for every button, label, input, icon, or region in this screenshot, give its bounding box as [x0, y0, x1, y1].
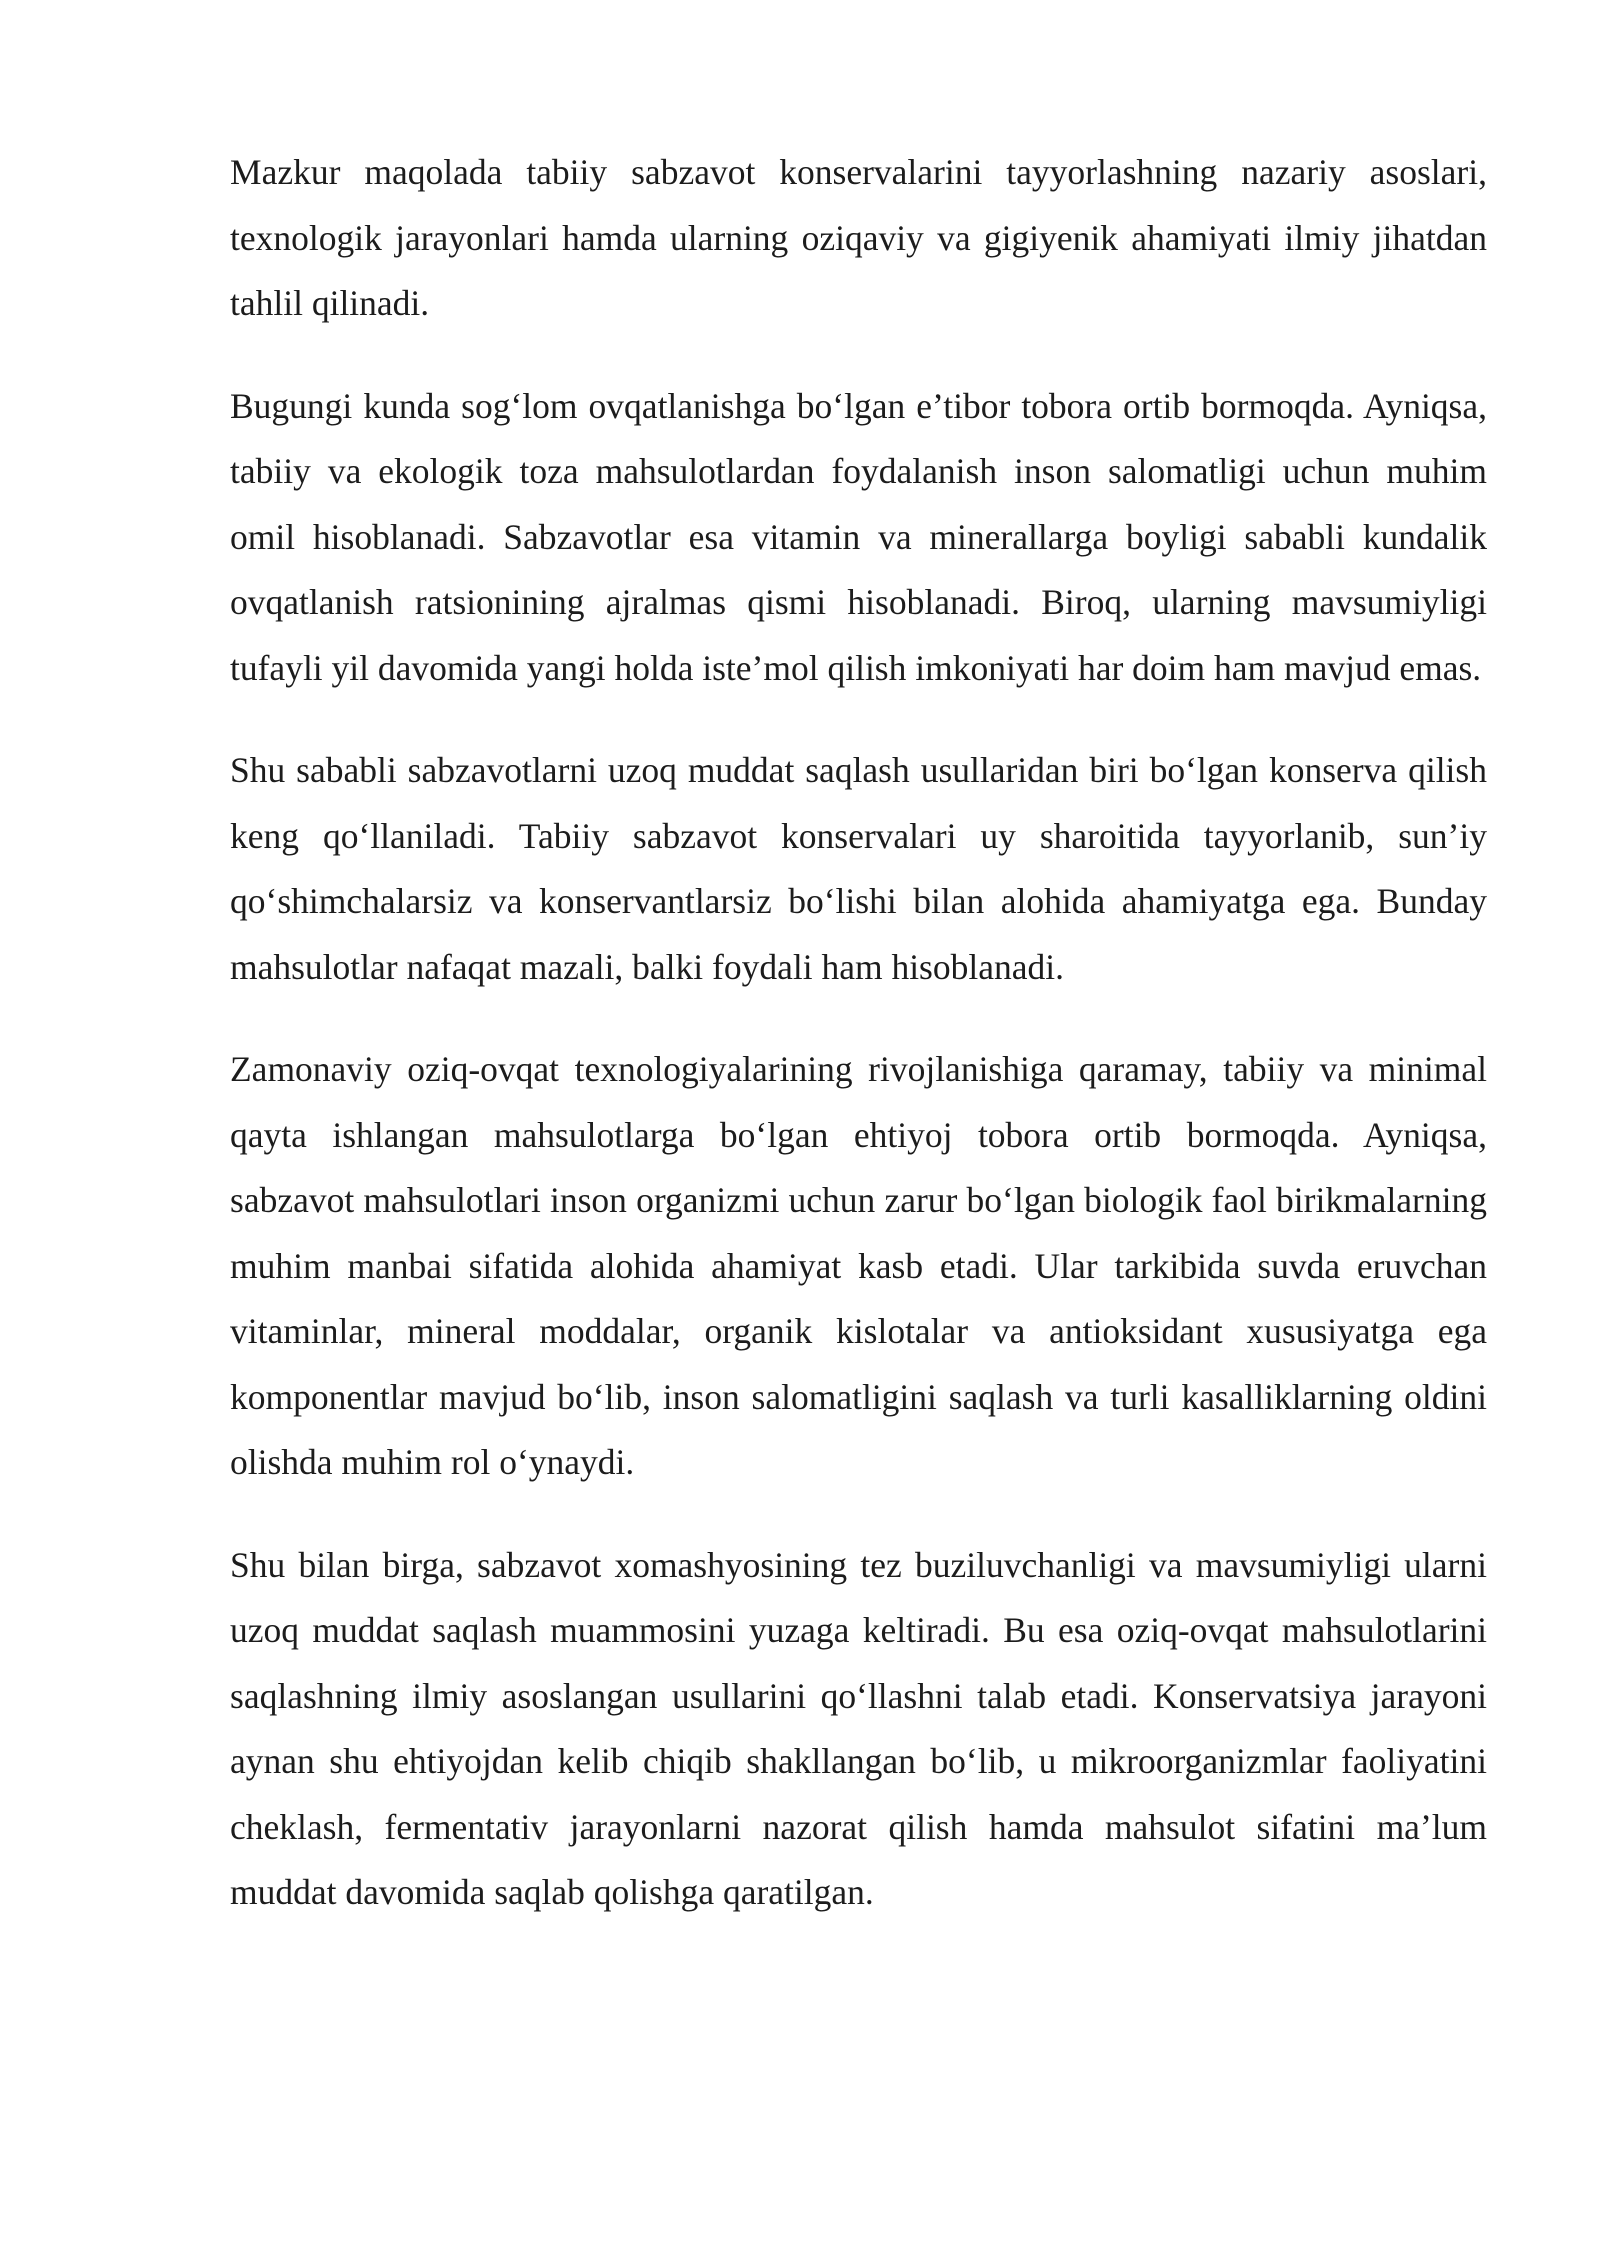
document-body	[230, 140, 1487, 1963]
paragraph-healthy-eating: Bugungi kunda sog‘lom ovqatlanishga bo‘lgan e’tibor tobora ortib bormoqda. Ayniqsa, tabiiy va ekologik toza mahsulotlardan foydalanish inson salomatligi uchun muhim omil hisoblanadi. Sabzavotlar esa vitamin va minerallarga boyligi sababli kundalik ovqatlanish ratsionining ajralmas qismi hisoblanadi. Biroq, ularning mavsumiyligi tufayli yil davomida yangi holda iste’mol qilish imkoniyati har doim ham mavjud emas.	[230, 385, 1487, 688]
paragraph-modern-technology: Zamonaviy oziq-ovqat texnologiyalarining rivojlanishiga qaramay, tabiiy va minimal qayta ishlangan mahsulotlarga bo‘lgan ehtiyoj tobora ortib bormoqda. Ayniqsa, sabzavot mahsulotlari inson organizmi uchun zarur bo‘lgan biologik faol birikmalarning muhim manbai sifatida alohida ahamiyat kasb etadi. Ular tarkibida suvda eruvchan vitaminlar, mineral moddalar, organik kislotalar va antioksidant xususiyatga ega komponentlar mavjud bo‘lib, inson salomatligini saqlash va turli kasalliklarning oldini olishda muhim rol o‘ynaydi.	[230, 1049, 1487, 1482]
paragraph-preservation-method: Shu sababli sabzavotlarni uzoq muddat saqlash usullaridan biri bo‘lgan konserva qilish keng qo‘llaniladi. Tabiiy sabzavot konservalari uy sharoitida tayyorlanib, sun’iy qo‘shimchalarsiz va konservantlarsiz bo‘lishi bilan alohida ahamiyatga ega. Bunday mahsulotlar nafaqat mazali, balki foydali ham hisoblanadi.	[230, 750, 1487, 987]
paragraph-conservation-process: Shu bilan birga, sabzavot xomashyosining tez buziluvchanligi va mavsumiyligi ularni uzoq muddat saqlash muammosini yuzaga keltiradi. Bu esa oziq-ovqat mahsulotlarini saqlashning ilmiy asoslangan usullarini qo‘llashni talab etadi. Konservatsiya jarayoni aynan shu ehtiyojdan kelib chiqib shakllangan bo‘lib, u mikroorganizmlar faoliyatini cheklash, fermentativ jarayonlarni nazorat qilish hamda mahsulot sifatini ma’lum muddat davomida saqlab qolishga qaratilgan.	[230, 1544, 1487, 1912]
paragraph-intro: Mazkur maqolada tabiiy sabzavot konservalarini tayyorlashning nazariy asoslari, texnologik jarayonlari hamda ularning oziqaviy va gigiyenik ahamiyati ilmiy jihatdan tahlil qilinadi.	[230, 152, 1487, 323]
